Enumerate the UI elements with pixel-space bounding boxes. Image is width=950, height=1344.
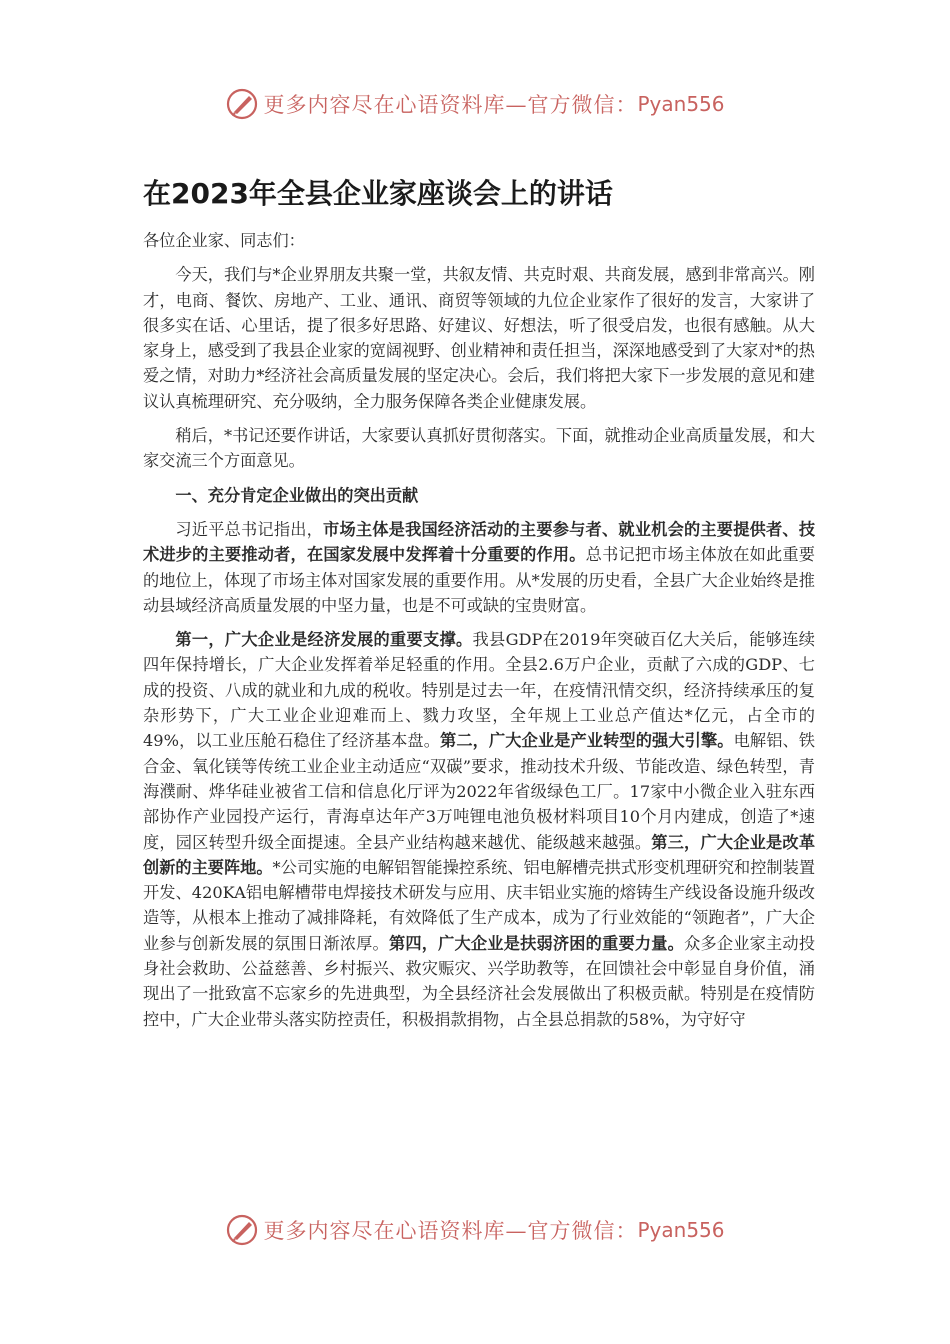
watermark-handle: Pyan556 — [637, 92, 725, 116]
pen-logo-icon — [225, 1213, 259, 1247]
paragraph: 稍后，*书记还要作讲话，大家要认真抓好贯彻落实。下面，就推动企业高质量发展，和大家交流三个方面意见。 — [143, 426, 815, 471]
paragraph — [143, 517, 815, 618]
paragraph-text: 总书记把市场主体放在如此重要的地位上，体现了市场主体对国家发展的重要作用。从*发展的历史看，全县广大企业始终是推动县域经济高质量发展的中坚力量，也是不可或缺的宝贵财富。 — [143, 545, 815, 615]
bold-point: 第三，广大企业是改革创新的主要阵地。 — [143, 832, 816, 877]
watermark-handle: Pyan556 — [637, 1218, 725, 1242]
salutation: 各位企业家、同志们： — [143, 231, 305, 250]
paragraph: 今天，我们与*企业界朋友共聚一堂，共叙友情、共克时艰、共商发展，感到非常高兴。刚才，电商、餐饮、房地产、工业、通讯、商贸等领域的九位企业家作了很好的发言，大家讲了很多实在话、心里话，提了很多好思路、好建议、好想法，听了很受启发，也很有感触。从大家身上，感受到了我县企业家的宽阔视野、创业精神和责任担当，深深地感受到了大家对*的热爱之情，对助力*经济社会高质量发展的坚定决心。会后，我们将把大家下一步发展的意见和建议认真梳理研究、充分吸纳，全力服务保障各类企业健康发展。 — [143, 265, 815, 411]
paragraph-text: *公司实施的电解铝智能操控系统、铝电解槽壳拱式形变机理研究和控制装置开发、420KA铝电解槽带电焊接技术研发与应用、庆丰铝业实施的熔铸生产线设备设施升级改造等，从根本上推动了减排降耗，有效降低了生产成本，成为了行业效能的“领跑者”，广大企业参与创新发展的氛围日渐浓厚。 — [143, 857, 816, 953]
paragraph-text: 电解铝、铁合金、氧化镁等传统工业企业主动适应“双碳”要求，推动技术升级、节能改造、绿色转型，青海濮耐、烨华硅业被省工信和信息化厅评为2022年省级绿色工厂。17家中小微企业入驻东西部协作产业园投产运行，青海卓达年产3万吨锂电池负极材料项目10个月内建成，创造了*速度，园区转型升级全面提速。全县产业结构越来越优、能级越来越强。 — [143, 731, 815, 852]
paragraph-text: 习近平总书记指出， — [175, 519, 324, 539]
section-heading: 一、充分肯定企业做出的突出贡献 — [175, 485, 419, 505]
watermark-banner-top — [0, 82, 950, 126]
bold-quote: 市场主体是我国经济活动的主要参与者、就业机会的主要提供者、技术进步的主要推动者，在国家发展中发挥着十分重要的作用。 — [143, 519, 816, 565]
bold-point: 第二，广大企业是产业转型的强大引擎。 — [440, 731, 734, 751]
watermark-text: 更多内容尽在心语资料库—官方微信： — [263, 1219, 638, 1243]
paragraph-text: 我县GDP在2019年突破百亿大关后，能够连续四年保持增长，广大企业发挥着举足轻重的作用。全县2.6万户企业，贡献了六成的GDP、七成的投资、八成的就业和九成的税收。特别是过去一年，在疫情汛情交织，经济持续承压的复杂形势下，广大工业企业迎难而上、戮力攻坚，全年规上工业总产值达*亿元，占全市的49%，以工业压舱石稳住了经济基本盘。 — [143, 630, 815, 751]
paragraph-text: 众多企业家主动投身社会救助、公益慈善、乡村振兴、救灾赈灾、兴学助教等，在回馈社会中彰显自身价值，涌现出了一批致富不忘家乡的先进典型，为全县经济社会发展做出了积极贡献。特别是在疫情防控中，广大企业带头落实防控责任，积极捐款捐物，占全县总捐款的58%，为守好守 — [143, 933, 816, 1029]
bold-point: 第一，广大企业是经济发展的重要支撑。 — [175, 630, 473, 650]
page-title: 在2023年全县企业家座谈会上的讲话 — [143, 177, 613, 210]
watermark-banner-bottom — [0, 1208, 950, 1252]
watermark-text: 更多内容尽在心语资料库—官方微信： — [263, 93, 638, 117]
pen-logo-icon — [225, 87, 259, 121]
paragraph — [143, 627, 815, 1032]
bold-point: 第四，广大企业是扶弱济困的重要力量。 — [388, 933, 685, 953]
document-body — [143, 228, 815, 1032]
